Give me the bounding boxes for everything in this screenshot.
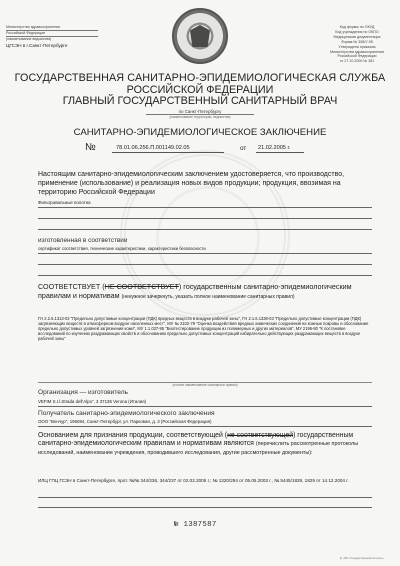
service-title-line-3: ГЛАВНЫЙ ГОСУДАРСТВЕННЫЙ САНИТАРНЫЙ ВРАЧ [62, 94, 338, 107]
made-according-underline-3 [38, 275, 372, 276]
basis-statement [38, 432, 372, 457]
city-note: (наименование территории, ведомства) [146, 114, 254, 119]
made-according-value: сертификат соответствия, технические характеристики, характеристики безопасности [38, 246, 206, 251]
product-underline [38, 207, 372, 208]
compliance-prefix: СООТВЕТСТВУЕТ ( [38, 282, 105, 291]
made-according-underline [38, 253, 372, 254]
form-line: Российской Федерации [337, 54, 377, 59]
number-label: № [85, 142, 96, 153]
ministry-note: (наименование ведомства) [6, 37, 52, 41]
ministry-line-1: Министерство здравоохранения [6, 25, 98, 31]
state-emblem-icon [172, 8, 228, 64]
basis-note: (перечислить рассмотренные протоколы исследований, наименование учреждения, проводившего исследования, другие рассмотренные документы): [38, 441, 359, 456]
form-line: Код формы по ОКУД [339, 25, 375, 29]
made-according-label: изготовленная в соответствии [38, 237, 128, 244]
lab-underline-2 [38, 507, 372, 508]
normative-note: (полное наименование санитарных правил) [38, 382, 372, 387]
compliance-suffix: ) государственным санитарно-эпидемиологическим правилам и нормативам [38, 282, 352, 300]
city-name: по Санкт-Петербургу [178, 108, 222, 114]
lab-protocols: ИЛЦ ГПЦ ГСЭН в Санкт-Петербурге, прот. №№ 344/236, 344/237 от 02.02.2005 г.; № 1320/294 от 05.05.2003 г., № 5445/1828, 1829 от 14.12.2004 г. [38, 478, 349, 483]
form-line: Утверждена приказом [338, 44, 376, 49]
product-underline-2 [38, 218, 372, 219]
product-underline-3 [38, 229, 372, 230]
basis-struck: не соответствующей [227, 432, 294, 439]
manufacturer-label: Организация — изготовитель [38, 389, 128, 396]
service-title-line-1: ГОСУДАРСТВЕННАЯ САНИТАРНО-ЭПИДЕМИОЛОГИЧЕСКАЯ СЛУЖБА [14, 72, 386, 84]
document-date: 21.02.2005 г. [258, 145, 291, 151]
document-title: САНИТАРНО-ЭПИДЕМИОЛОГИЧЕСКОЕ ЗАКЛЮЧЕНИЕ [73, 127, 327, 138]
document-number: 78.01.06.256.П.001149.02.05 [116, 145, 190, 151]
recipient-value: ООО "Венчур", 196084, Санкт-Петербург, ул. Парковая, д. 3 (Российская Федерация) [38, 419, 212, 424]
intro-paragraph: Настоящим санитарно-эпидемиологическим заключением удостоверяется, что производство, применение (использование) и реализация новых видов продукции; продукция, ввозимая на территорию Российской Федерации [38, 171, 345, 197]
product-name: Фильтровальные полотна [38, 200, 91, 205]
number-underline [112, 152, 224, 153]
manufacturer-underline [38, 406, 372, 407]
service-title-line-2: РОССИЙСКОЙ ФЕДЕРАЦИИ [126, 83, 274, 96]
form-line: Министерства здравоохранения [330, 49, 384, 54]
compliance-note: (ненужное зачеркнуть, указать полное наименование санитарных правил) [121, 293, 295, 300]
header-left-block [6, 25, 98, 48]
recipient-underline [38, 426, 372, 427]
manufacturer-value: VEFIM S.r.l.Strada dell'Alpo", 3 37136 Verona (Италия) [38, 399, 147, 404]
basis-suffix: ) государственным санитарно-эпидемиологическим правилам и нормативам являются [38, 432, 354, 448]
compliance-struck: НЕ СООТВЕТСТВУЕТ [104, 282, 179, 291]
ministry-line-2: Российской Федерации [6, 31, 98, 37]
form-line: Форма № 308/У-95 [341, 39, 373, 44]
form-line: от 27.10.2000 № 381 [339, 59, 375, 64]
emblem-shield-icon [190, 25, 210, 47]
made-according-underline-2 [38, 264, 372, 265]
form-line: Медицинская документация [333, 34, 381, 39]
header-right-block [322, 25, 392, 64]
normative-documents: ГН 2.2.5.1313-03 "Предельно допустимые концентрации (ПДК) вредных веществ в воздухе рабочей зоны", ГН 2.1.6.1338-03 "Предельно допустимые концентрации (ПДК) загрязняющих веществ в атмосферном воздухе населенных мест", МУ № 2102-79 "Оценка воздействия вредных химических соединений на кожные покровы и обоснование предельно допустимых уровней загрязнения кожи", МУ 1.1.037-95 "Биотестирование продукции из полимерных и других материалов", МУ 2196-80 "К постановке исследований по изучению раздражающих свойств и обоснованию предельно допустимых концентраций избирательно действующих раздражающих веществ в воздухе рабочей зоны" [38, 316, 369, 342]
issuing-body: ЦГСЭН в г.Санкт-Петербурге [6, 43, 68, 48]
basis-prefix: Основанием для признания продукции, соответствующей ( [38, 432, 228, 439]
date-underline [256, 152, 304, 153]
form-line: Код учреждения по ОКПО [335, 29, 379, 34]
recipient-label: Получатель санитарно-эпидемиологического заключения [38, 410, 215, 417]
compliance-statement [38, 283, 372, 301]
serial-number: № 1387587 [174, 521, 217, 529]
date-label: от [240, 145, 247, 152]
lab-underline [38, 497, 372, 498]
footer-note: ф. 308 «Государственный контроль» [339, 557, 384, 560]
